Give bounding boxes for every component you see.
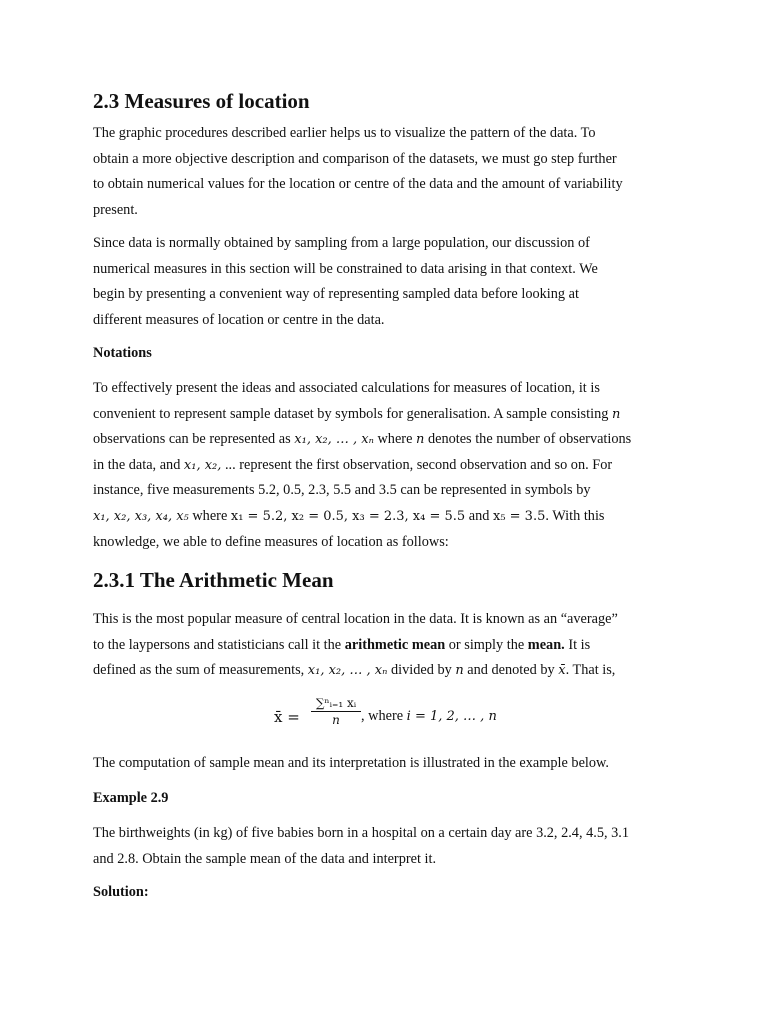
math-variables: x₁, x₂, x₃, x₄, x₅ — [93, 508, 189, 524]
formula-tail — [361, 708, 497, 725]
subsection-heading: 2.3.1 The Arithmetic Mean — [93, 568, 334, 592]
text-span: or simply the — [448, 636, 525, 653]
paragraph-notations — [93, 376, 678, 555]
text-span: It is — [568, 636, 591, 653]
text-line: and 2.8. Obtain the sample mean of the data and interpret it. — [93, 850, 437, 867]
text-line: knowledge, we able to define measures of location as follows: — [93, 533, 449, 550]
notations-heading: Notations — [93, 345, 152, 361]
text-line — [93, 402, 678, 428]
text-line: obtain a more objective description and comparison of the datasets, we must go step further — [93, 150, 617, 167]
text-line — [93, 453, 678, 479]
paragraph-intro — [93, 121, 678, 223]
text-span: ... represent the first observation, second observation and so on. For — [224, 456, 613, 473]
text-line — [93, 633, 678, 659]
formula-fraction — [311, 696, 361, 727]
text-line — [93, 504, 678, 530]
text-span: and — [468, 507, 490, 524]
text-line: present. — [93, 201, 138, 218]
text-span: , where — [361, 708, 404, 724]
math-sequence: x₁, x₂, — [183, 457, 222, 473]
text-span: divided by — [391, 662, 452, 679]
formula-numerator: ∑ⁿᵢ₌₁ xᵢ — [311, 696, 361, 712]
math-n: n — [455, 663, 464, 679]
term-mean: mean. — [527, 636, 565, 653]
paragraph-mean-definition — [93, 607, 678, 684]
solution-label: Solution: — [93, 884, 149, 900]
text-line: The computation of sample mean and its interpretation is illustrated in the example below. — [93, 755, 610, 771]
formula-index-range: i = 1, 2, … , n — [406, 709, 497, 724]
math-n: n — [611, 406, 621, 422]
text-span: and denoted by — [467, 662, 555, 679]
term-arithmetic-mean: arithmetic mean — [344, 636, 446, 653]
text-span: denotes the number of observations — [427, 431, 632, 448]
text-span: observations can be represented as — [93, 431, 291, 448]
formula-lhs: x̄ = — [274, 708, 300, 726]
math-equations: x₁ = 5.2, x₂ = 0.5, x₃ = 2.3, x₄ = 5.5 — [230, 508, 466, 524]
formula-denominator: n — [332, 713, 340, 727]
text-line: begin by presenting a convenient way of representing sampled data before looking at — [93, 286, 579, 303]
section-heading: 2.3 Measures of location — [93, 89, 310, 113]
example-heading: Example 2.9 — [93, 790, 169, 806]
text-line — [93, 427, 678, 453]
text-span: convenient to represent sample dataset by symbols for generalisation. A sample consisting — [93, 405, 609, 422]
mean-formula — [0, 694, 768, 738]
paragraph-sampling — [93, 231, 678, 333]
math-n: n — [416, 432, 425, 448]
paragraph-example — [93, 821, 678, 872]
text-line — [93, 658, 678, 684]
text-line: This is the most popular measure of central location in the data. It is known as an “average” — [93, 611, 618, 627]
text-span: to the laypersons and statisticians call it the — [93, 636, 342, 653]
text-line: The birthweights (in kg) of five babies born in a hospital on a certain day are 3.2, 2.4, 4.5, 3.1 — [93, 825, 629, 841]
text-line: To effectively present the ideas and associated calculations for measures of location, it is — [93, 380, 600, 396]
math-equation: x₅ = 3.5 — [492, 508, 546, 524]
text-line: instance, five measurements 5.2, 0.5, 2.3, 5.5 and 3.5 can be represented in symbols by — [93, 482, 591, 499]
math-sequence: x₁, x₂, … , xₙ — [294, 432, 374, 448]
text-line: to obtain numerical values for the location or centre of the data and the amount of variability — [93, 176, 623, 193]
text-span: . With this — [545, 507, 605, 524]
text-line: Since data is normally obtained by sampling from a large population, our discussion of — [93, 235, 590, 251]
math-xbar: x̄ — [558, 663, 566, 679]
text-line: numerical measures in this section will be constrained to data arising in that context. We — [93, 260, 598, 277]
math-sequence: x₁, x₂, … , xₙ — [307, 663, 388, 679]
text-span: . That is, — [565, 662, 616, 679]
text-line: different measures of location or centre in the data. — [93, 311, 385, 328]
text-span: in the data, and — [93, 456, 181, 473]
text-span: where — [192, 507, 228, 524]
text-line: The graphic procedures described earlier helps us to visualize the pattern of the data. To — [93, 125, 596, 141]
text-span: where — [377, 431, 413, 448]
text-span: defined as the sum of measurements, — [93, 662, 305, 679]
